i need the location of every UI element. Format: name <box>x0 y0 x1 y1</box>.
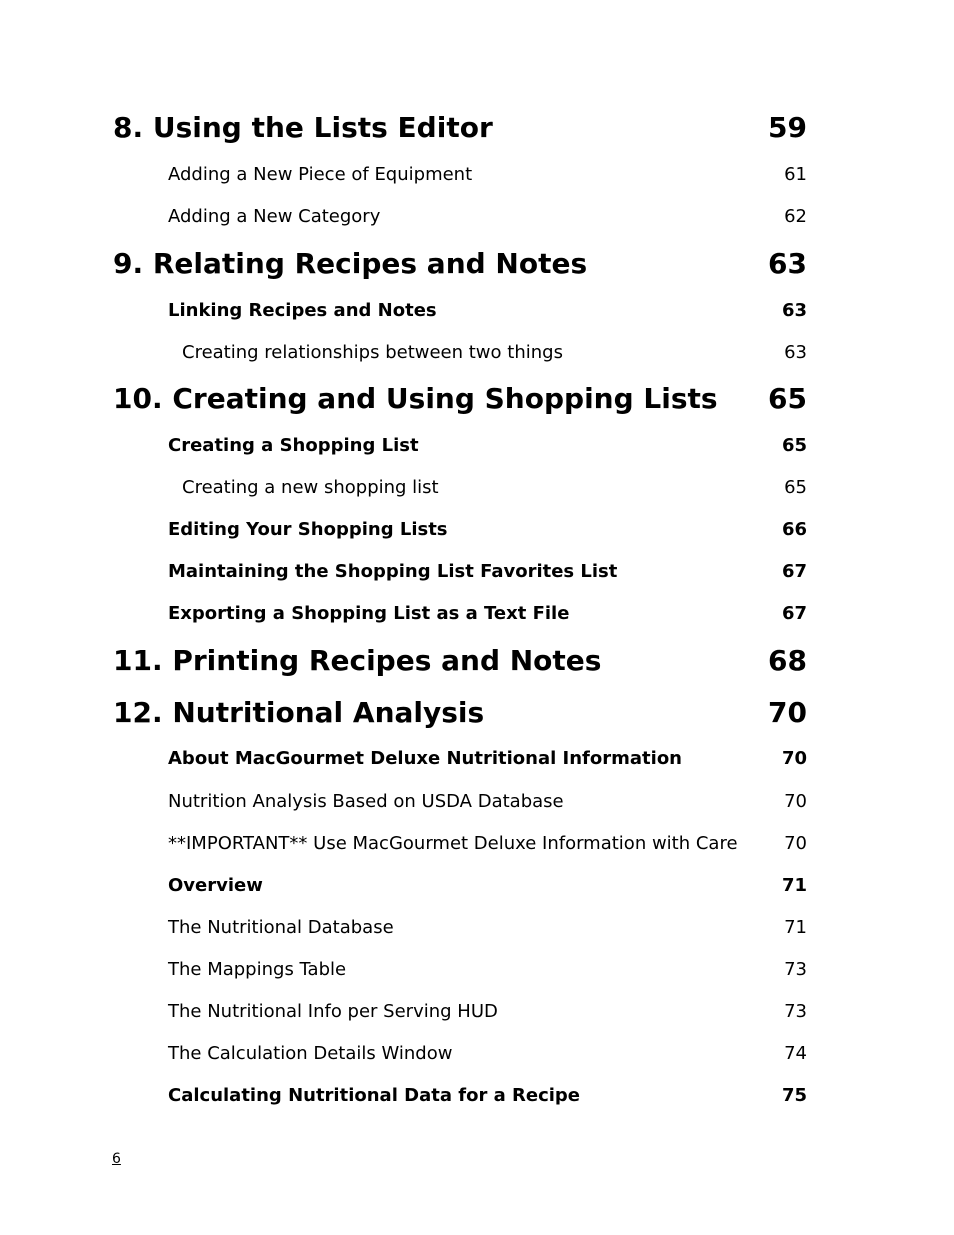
toc-entry-page: 65 <box>781 435 807 456</box>
toc-entry-page: 68 <box>768 644 807 677</box>
toc-entry-title: Adding a New Category <box>168 206 381 227</box>
toc-entry-title: 10. Creating and Using Shopping Lists <box>113 382 718 415</box>
toc-entry-title: 9. Relating Recipes and Notes <box>113 247 588 280</box>
toc-entry-page: 70 <box>784 791 807 812</box>
toc-entry-page: 65 <box>784 477 807 498</box>
toc-entry-page: 67 <box>781 603 807 624</box>
toc-entry-title: The Nutritional Database <box>168 917 394 938</box>
toc-entry-title: 8. Using the Lists Editor <box>113 111 493 144</box>
toc-entry-title: Calculating Nutritional Data for a Recipe <box>168 1085 580 1106</box>
toc-entry-title: The Mappings Table <box>168 959 347 980</box>
toc-entry-title: Exporting a Shopping List as a Text File <box>168 603 570 624</box>
toc-entry-page: 65 <box>768 382 807 415</box>
toc-entry-title: Adding a New Piece of Equipment <box>168 164 473 185</box>
toc-entry-title: The Calculation Details Window <box>168 1043 453 1064</box>
toc-entry-page: 70 <box>784 833 807 854</box>
toc-entry-title: Creating a new shopping list <box>182 477 439 498</box>
toc-entry-page: 66 <box>781 519 807 540</box>
toc-entry-title: Maintaining the Shopping List Favorites List <box>168 561 618 582</box>
toc-entry-title: Nutrition Analysis Based on USDA Database <box>168 791 564 812</box>
toc-entry-page: 62 <box>784 206 807 227</box>
toc-entry-page: 59 <box>768 111 807 144</box>
toc-entry-page: 67 <box>781 561 807 582</box>
toc-entry-title: Editing Your Shopping Lists <box>168 519 448 540</box>
toc-entry-title: 11. Printing Recipes and Notes <box>113 644 602 677</box>
toc-entry-title: **IMPORTANT** Use MacGourmet Deluxe Information with Care <box>168 833 738 854</box>
toc-entry-title: Creating a Shopping List <box>168 435 419 456</box>
toc-entry-page: 75 <box>781 1085 807 1106</box>
toc-entry-page: 71 <box>784 917 807 938</box>
toc-entry-page: 63 <box>784 342 807 363</box>
toc-entry-title: 12. Nutritional Analysis <box>113 696 485 729</box>
toc-entry-page: 74 <box>784 1043 807 1064</box>
toc-entry-page: 71 <box>781 875 807 896</box>
toc-entry-page: 70 <box>768 696 807 729</box>
toc-entry-page: 73 <box>784 1001 807 1022</box>
page-number: 6 <box>112 1151 121 1167</box>
toc-entry-page: 63 <box>781 300 807 321</box>
toc-entry-page: 73 <box>784 959 807 980</box>
toc-entry-title: Overview <box>168 875 263 896</box>
toc-entry-title: Creating relationships between two things <box>182 342 563 363</box>
toc-entry-page: 70 <box>781 748 807 769</box>
toc-entry-page: 61 <box>784 164 807 185</box>
toc-entry-title: The Nutritional Info per Serving HUD <box>168 1001 498 1022</box>
toc-entry-title: About MacGourmet Deluxe Nutritional Information <box>168 748 682 769</box>
toc-entry-page: 63 <box>768 247 807 280</box>
toc-entry-title: Linking Recipes and Notes <box>168 300 437 321</box>
